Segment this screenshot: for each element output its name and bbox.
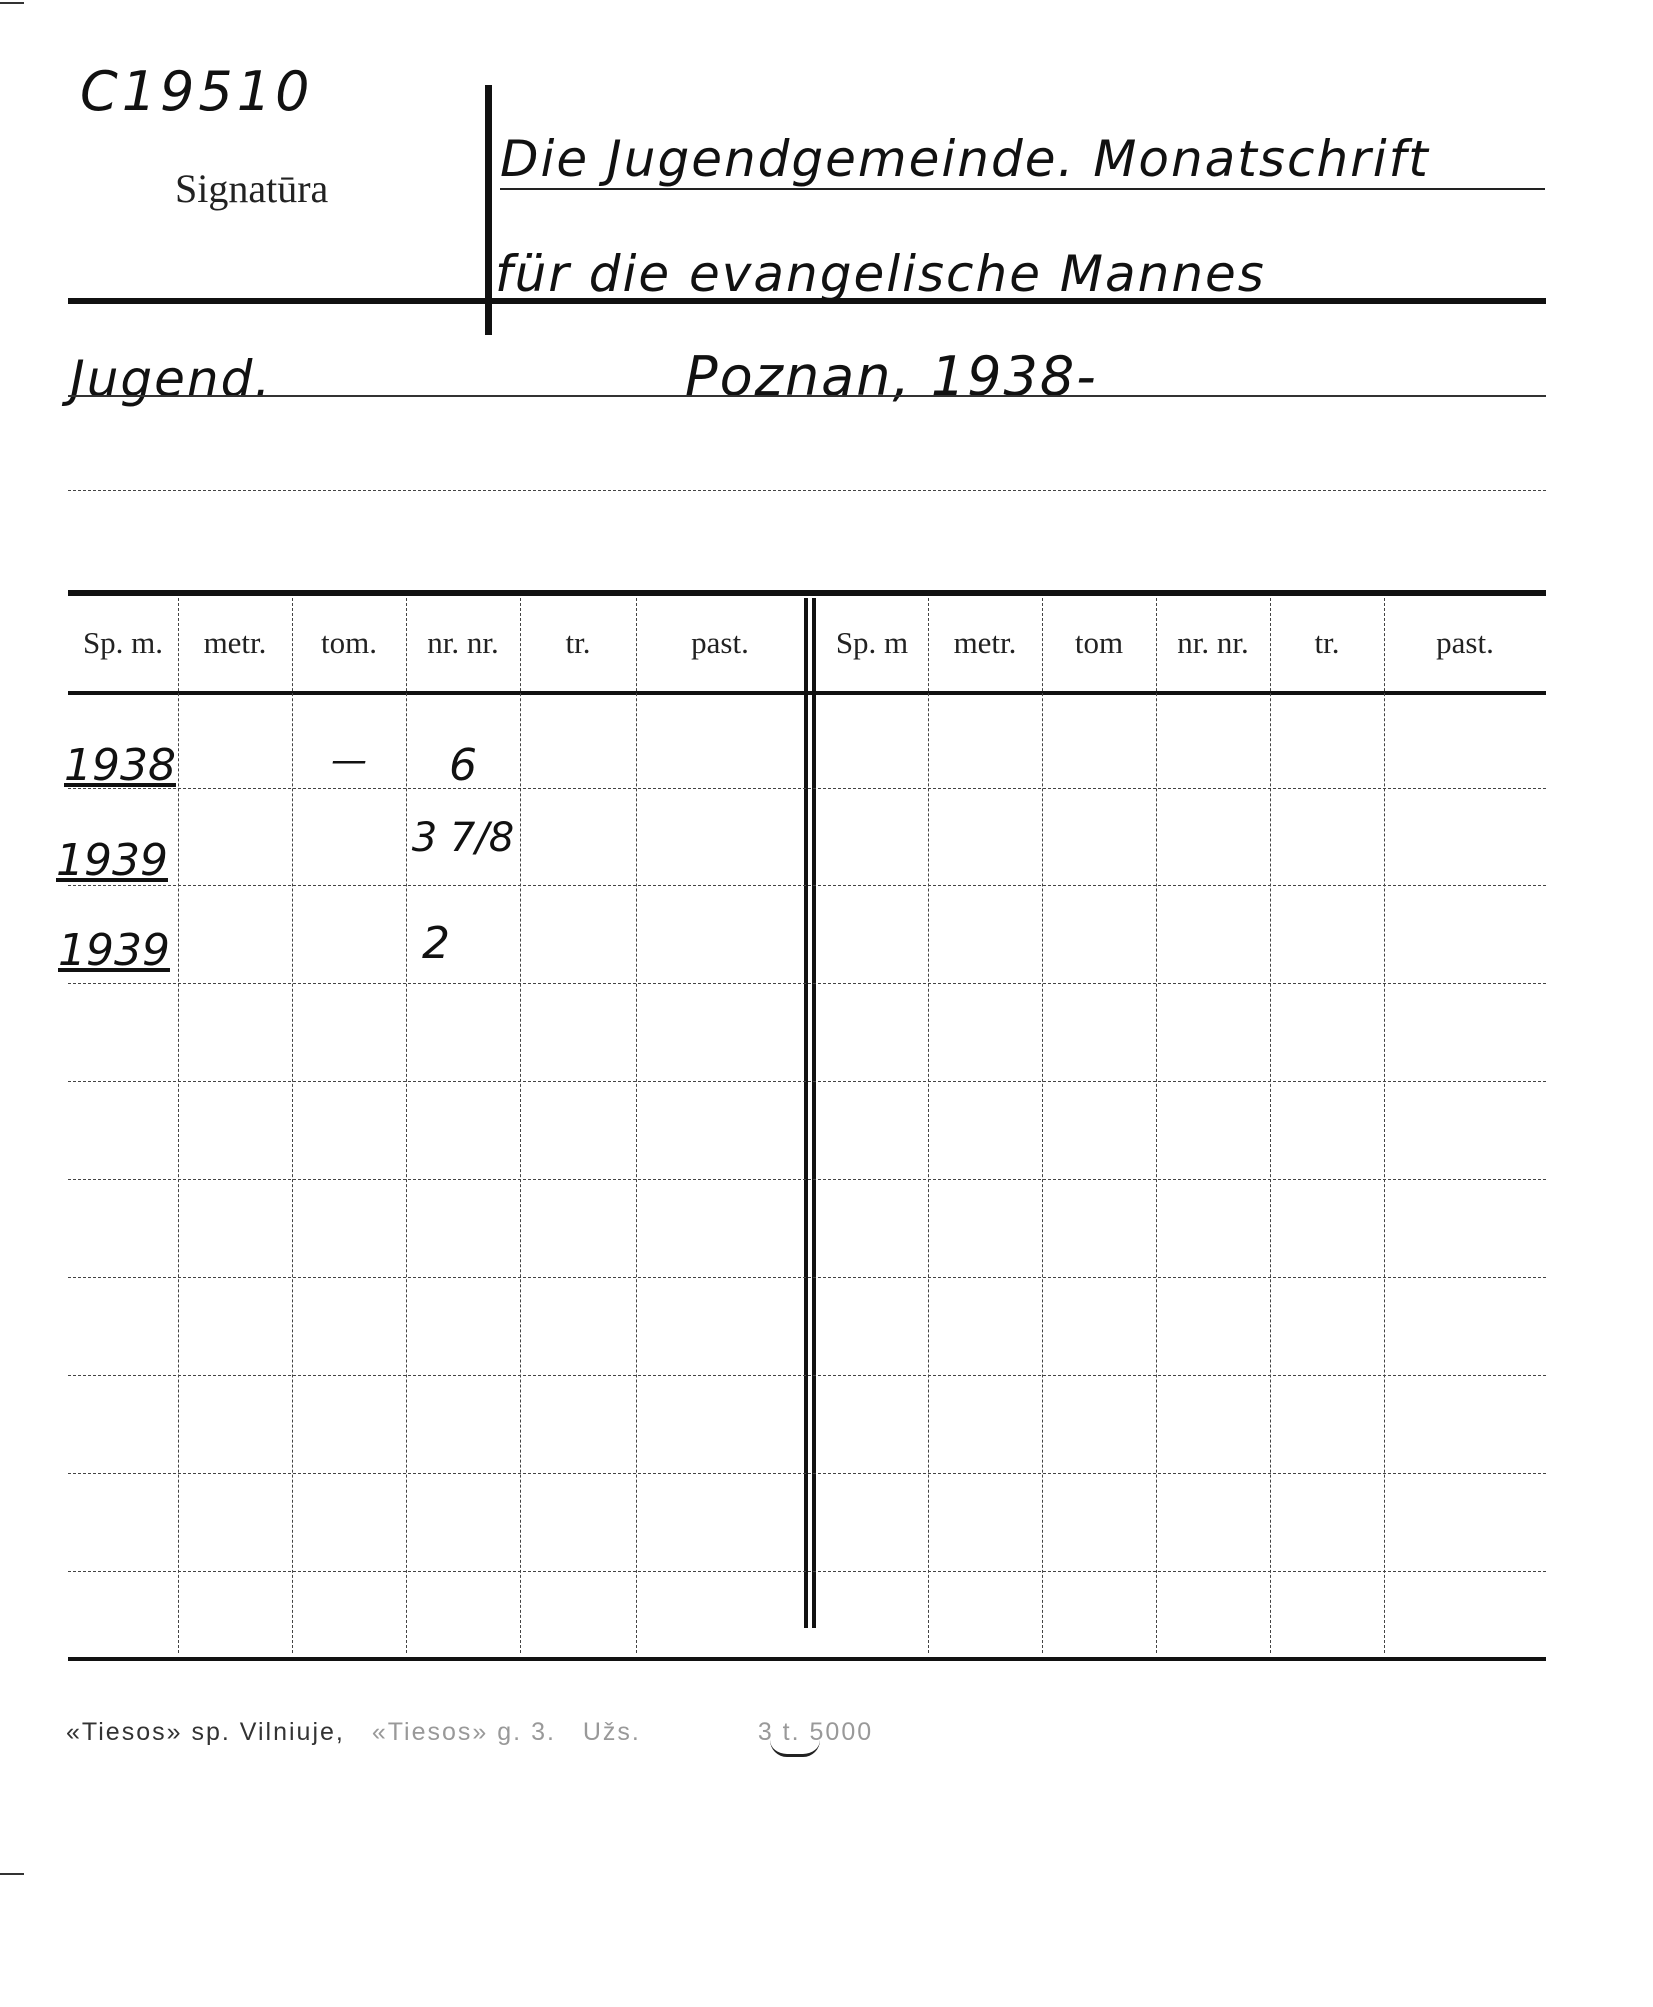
order-label: Užs. — [582, 1718, 641, 1746]
top-rule — [68, 298, 1546, 304]
row-line — [68, 1571, 1546, 1572]
col-line — [636, 598, 637, 1653]
row-line — [68, 1277, 1546, 1278]
col-line — [1270, 598, 1271, 1653]
edge-mark — [0, 1873, 24, 1875]
col-line — [520, 598, 521, 1653]
header-past: past. — [691, 625, 749, 660]
header-sp-m-right: Sp. m — [835, 625, 909, 660]
row-line — [68, 1375, 1546, 1376]
header-metr-right: metr. — [953, 625, 1017, 660]
table-top-rule — [68, 590, 1546, 596]
title-line-3-right: Poznan, 1938- — [685, 345, 1098, 408]
printer-street: «Tiesos» g. 3. — [371, 1718, 556, 1746]
signature-label: Signatūra — [175, 166, 329, 211]
print-run: 3 t. 5000 — [757, 1718, 874, 1746]
header-nr-nr-right: nr. nr. — [1177, 625, 1249, 660]
header-tom-right: tom — [1074, 625, 1124, 660]
header-nr-nr: nr. nr. — [427, 625, 499, 660]
row-line — [68, 983, 1546, 984]
col-line — [1156, 598, 1157, 1653]
row-line — [68, 788, 1546, 789]
col-line — [928, 598, 929, 1653]
row-3-nr: 2 — [422, 918, 450, 969]
row-line — [68, 1179, 1546, 1180]
call-number: C19510 — [80, 60, 314, 123]
header-sp-m: Sp. m. — [82, 625, 164, 660]
col-line — [1384, 598, 1385, 1653]
col-line — [1042, 598, 1043, 1653]
header-metr: metr. — [203, 625, 267, 660]
header-tr: tr. — [565, 625, 591, 660]
header-past-right: past. — [1436, 625, 1494, 660]
table-bottom-rule — [68, 1657, 1546, 1661]
printer-name: «Tiesos» sp. Vilniuje, — [66, 1718, 345, 1746]
row-1-year: 1938 — [64, 740, 176, 791]
title-line-2: für die evangelische Mannes — [495, 245, 1266, 303]
header-tr-right: tr. — [1314, 625, 1340, 660]
title-line-1: Die Jugendgemeinde. Monatschrift — [500, 130, 1430, 188]
row-2-year: 1939 — [56, 835, 168, 886]
row-3-year: 1939 — [58, 925, 170, 976]
edge-mark — [0, 2, 24, 4]
title-line-3-left: Jugend. — [70, 350, 273, 408]
title-underline-3 — [68, 395, 1546, 397]
blank-line — [68, 490, 1546, 491]
header-tom: tom. — [321, 625, 377, 660]
title-underline-1 — [500, 188, 1545, 190]
printer-imprint — [66, 1718, 891, 1747]
row-line — [68, 1081, 1546, 1082]
row-line — [68, 1473, 1546, 1474]
row-line — [68, 885, 1546, 886]
row-1-tom: — — [331, 740, 367, 781]
row-2-nr: 3 7/8 — [411, 815, 515, 861]
ink-mark — [770, 1740, 820, 1757]
row-1-nr: 6 — [449, 740, 477, 791]
